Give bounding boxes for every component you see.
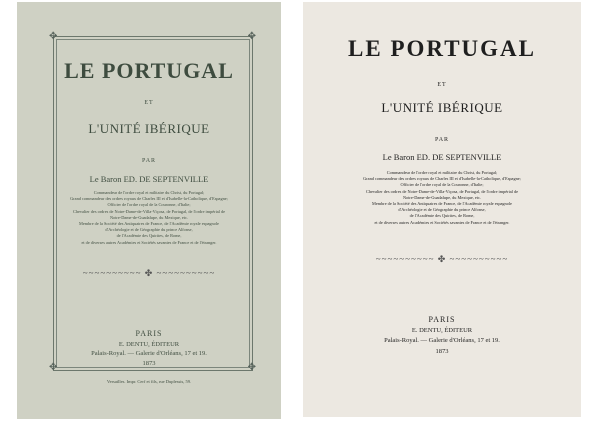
title-page-author: Le Baron ED. DE SEPTENVILLE	[382, 152, 502, 162]
corner-ornament-icon: ✥	[247, 31, 256, 42]
corner-ornament-icon: ✥	[49, 31, 58, 42]
title-page-address: Palais-Royal. — Galerie d'Orléans, 17 et 19.	[384, 337, 500, 344]
credential-line: Chevalier des ordres de Notre-Dame-de-Villa-Viçosa, de Portugal, de l'ordre impérial de	[72, 208, 226, 214]
title-page-et: ET	[437, 82, 447, 88]
credential-line: Membre de la Société des Antiquaires de France, de l'Académie royale espagnole	[79, 221, 219, 227]
cover-city: PARIS	[135, 329, 163, 338]
title-page-title: LE PORTUGAL	[348, 36, 536, 61]
title-page	[303, 2, 581, 417]
credential-line: Membre de la Société des Antiquaires de France, de l'Académie royale espagnole	[372, 201, 512, 207]
credential-line: Chevalier des ordres de Notre-Dame-de-Villa-Viçosa, de Portugal, de l'ordre impérial de	[365, 188, 519, 194]
credential-line: Notre-Dame-de-Guadalupe, du Mexique, etc.	[109, 214, 189, 220]
title-page-subtitle: L'UNITÉ IBÉRIQUE	[381, 100, 503, 115]
cover-credentials	[17, 190, 281, 246]
credential-line: Commandeur de l'ordre royal et militaire du Christ, du Portugal;	[386, 170, 498, 175]
cover-par: PAR	[141, 158, 157, 164]
cover-title: LE PORTUGAL	[64, 58, 234, 83]
cover-address: Palais-Royal. — Galerie d'Orléans, 17 et 19.	[91, 350, 207, 357]
credential-line: et de diverses autres Académies et Sociétés savantes de France et de l'étranger.	[81, 239, 217, 245]
cover-et: ET	[144, 100, 154, 106]
corner-ornament-icon: ✥	[49, 362, 58, 373]
credential-line: Commandeur de l'ordre royal et militaire du Christ, du Portugal;	[93, 190, 205, 195]
credential-line: Grand commandeur des ordres royaux de Charles III et d'Isabelle-la-Catholique, d'Espagne;	[70, 196, 228, 202]
title-page-city: PARIS	[428, 315, 456, 324]
credential-line: d'Archéologie et de Géographie du prince Alfonse,	[105, 227, 193, 233]
credential-line: Officier de l'ordre royal de la Couronne, d'Italie;	[400, 182, 484, 188]
title-page-publisher: E. DENTU, ÉDITEUR	[411, 327, 473, 334]
cover-year: 1873	[142, 360, 156, 367]
credential-line: Grand commandeur des ordres royaux de Charles III et d'Isabelle-la-Catholique, d'Espagne;	[363, 176, 521, 182]
title-page-credentials	[303, 170, 581, 226]
credential-line: Notre-Dame-de-Guadalupe, du Mexique, etc.	[402, 194, 482, 200]
ornament-rule-icon: ~~~~~~~~~~ ✤ ~~~~~~~~~~	[375, 254, 509, 264]
title-page-year: 1873	[435, 348, 449, 355]
credential-line: de l'Académie des Quirites, de Rome,	[116, 233, 182, 239]
cover-publisher: E. DENTU, ÉDITEUR	[118, 341, 180, 348]
ornament-rule-icon: ~~~~~~~~~~ ✤ ~~~~~~~~~~	[82, 268, 216, 278]
credential-line: Officier de l'ordre royal de la Couronne, d'Italie;	[107, 202, 191, 208]
cover-subtitle: L'UNITÉ IBÉRIQUE	[88, 121, 210, 136]
cover-printer-line: Versailles. Impr. Cerf et fils, rue Duplessis, 59.	[106, 379, 192, 384]
corner-ornament-icon: ✥	[247, 362, 256, 373]
cover-author: Le Baron ED. DE SEPTENVILLE	[89, 174, 209, 184]
title-page-par: PAR	[434, 137, 450, 143]
credential-line: de l'Académie des Quirites, de Rome,	[409, 213, 475, 219]
credential-line: d'Archéologie et de Géographie du prince Alfonse,	[398, 207, 486, 213]
credential-line: et de diverses autres Académies et Sociétés savantes de France et de l'étranger.	[374, 219, 510, 225]
book-cover	[17, 2, 281, 419]
